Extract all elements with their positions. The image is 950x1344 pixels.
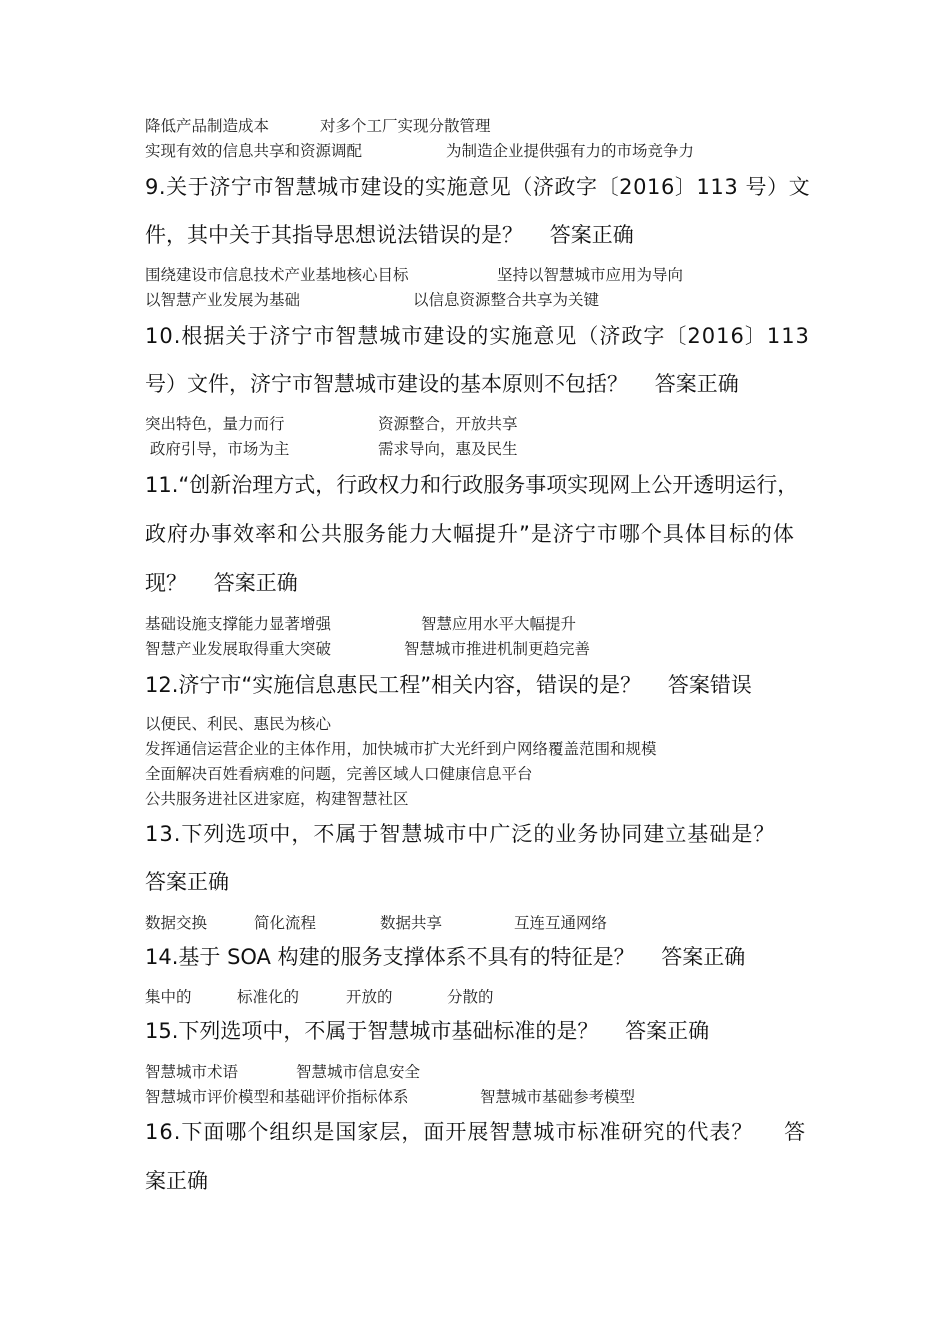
q10-stem-line2: 号）文件，济宁市智慧城市建设的基本原则不包括？ 答案正确 xyxy=(145,372,739,396)
q14-option-c: 开放的 xyxy=(346,988,393,1006)
q11-stem-line3: 现？ 答案正确 xyxy=(145,571,298,595)
q12-option-b: 发挥通信运营企业的主体作用，加快城市扩大光纤到户网络覆盖范围和规模 xyxy=(145,740,657,758)
q10-stem-line1: 10.根据关于济宁市智慧城市建设的实施意见（济政字〔2016〕113 xyxy=(145,324,810,348)
q8-option-a: 降低产品制造成本 xyxy=(145,117,270,135)
q11-stem-line2: 政府办事效率和公共服务能力大幅提升”是济宁市哪个具体目标的体 xyxy=(145,522,795,546)
q11-option-d: 智慧城市推进机制更趋完善 xyxy=(404,640,591,658)
q11-option-c: 智慧产业发展取得重大突破 xyxy=(145,640,332,658)
q13-stem-line1: 13.下列选项中，不属于智慧城市中广泛的业务协同建立基础是？ xyxy=(145,822,776,846)
q16-stem-line1: 16.下面哪个组织是国家层，面开展智慧城市标准研究的代表？ 答 xyxy=(145,1120,807,1144)
q12-option-d: 公共服务进社区进家庭，构建智慧社区 xyxy=(145,790,409,808)
q15-option-b: 智慧城市信息安全 xyxy=(296,1063,421,1081)
q10-option-a: 突出特色，量力而行 xyxy=(145,415,285,433)
q9-stem-line2: 件，其中关于其指导思想说法错误的是？ 答案正确 xyxy=(145,223,634,247)
q15-option-d: 智慧城市基础参考模型 xyxy=(480,1088,636,1106)
q9-option-d: 以信息资源整合共享为关键 xyxy=(413,291,600,309)
q9-stem-line1: 9.关于济宁市智慧城市建设的实施意见（济政字〔2016〕113 号）文 xyxy=(145,175,811,199)
q13-option-d: 互连互通网络 xyxy=(514,914,608,932)
q12-stem-line1: 12.济宁市“实施信息惠民工程”相关内容，错误的是？ 答案错误 xyxy=(145,673,752,697)
q14-option-d: 分散的 xyxy=(447,988,494,1006)
q10-option-c: 政府引导，市场为主 xyxy=(145,440,290,458)
q13-option-a: 数据交换 xyxy=(145,914,208,932)
q9-option-c: 以智慧产业发展为基础 xyxy=(145,291,301,309)
q10-option-b: 资源整合，开放共享 xyxy=(378,415,518,433)
q13-stem-line2: 答案正确 xyxy=(145,870,229,894)
q10-option-d: 需求导向，惠及民生 xyxy=(378,440,518,458)
q15-option-c: 智慧城市评价模型和基础评价指标体系 xyxy=(145,1088,409,1106)
q16-stem-line2: 案正确 xyxy=(145,1169,208,1193)
q8-option-d: 为制造企业提供强有力的市场竞争力 xyxy=(446,142,695,160)
q9-option-b: 坚持以智慧城市应用为导向 xyxy=(497,266,684,284)
q12-option-a: 以便民、利民、惠民为核心 xyxy=(145,715,332,733)
q11-option-b: 智慧应用水平大幅提升 xyxy=(421,615,577,633)
q15-option-a: 智慧城市术语 xyxy=(145,1063,239,1081)
q11-stem-line1: 11.“创新治理方式，行政权力和行政服务事项实现网上公开透明运行， xyxy=(145,473,799,497)
q11-option-a: 基础设施支撑能力显著增强 xyxy=(145,615,332,633)
q8-option-c: 实现有效的信息共享和资源调配 xyxy=(145,142,363,160)
q13-option-c: 数据共享 xyxy=(380,914,443,932)
q12-option-c: 全面解决百姓看病难的问题，完善区域人口健康信息平台 xyxy=(145,765,533,783)
q15-stem-line1: 15.下列选项中，不属于智慧城市基础标准的是？ 答案正确 xyxy=(145,1019,710,1043)
q9-option-a: 围绕建设市信息技术产业基地核心目标 xyxy=(145,266,409,284)
q14-option-a: 集中的 xyxy=(145,988,192,1006)
q8-option-b: 对多个工厂实现分散管理 xyxy=(320,117,491,135)
q14-option-b: 标准化的 xyxy=(237,988,300,1006)
q14-stem-line1: 14.基于 SOA 构建的服务支撑体系不具有的特征是？ 答案正确 xyxy=(145,945,746,969)
q13-option-b: 简化流程 xyxy=(254,914,317,932)
